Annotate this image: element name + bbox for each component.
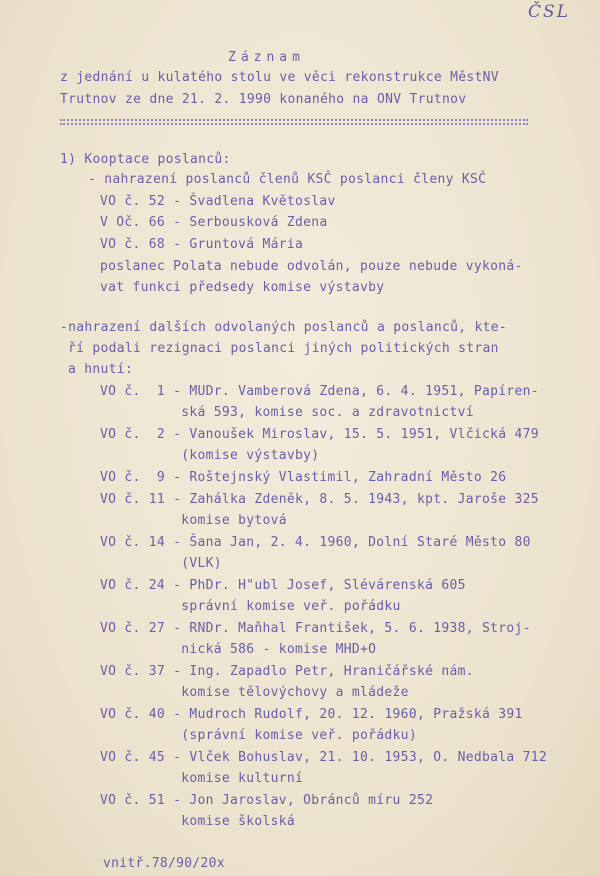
entry-line: (správní komise veř. pořádku): [100, 728, 417, 743]
entry-line: VO č. 37 - Ing. Zapadlo Petr, Hraničářské nám.: [100, 664, 474, 679]
handwritten-corner-note: ČSL: [528, 2, 570, 22]
entry-line: komise tělovýchovy a mládeže: [100, 685, 409, 700]
note-line: vat funkci předsedy komise výstavby: [100, 280, 385, 295]
entry-line: VO č. 2 - Vanoušek Miroslav, 15. 5. 1951, Vlčická 479: [100, 427, 539, 442]
entry-line: správní komise veř. pořádku: [100, 599, 401, 614]
subtitle-line-1: z jednání u kulatého stolu ve věci rekonstrukce MěstNV: [60, 70, 499, 85]
entry-line: komise kulturní: [100, 771, 304, 786]
divider-rule: [60, 119, 528, 121]
document-title: Záznam: [228, 50, 305, 65]
section-intro: - nahrazení poslanců členů KSČ poslanci členy KSČ: [88, 172, 487, 187]
entry-line: VO č. 9 - Roštejnský Vlastimil, Zahradní Město 26: [100, 470, 507, 485]
entry-line: nická 586 - komise MHD+O: [100, 642, 377, 657]
entry-line: VO č. 51 - Jon Jaroslav, Obránců míru 252: [100, 793, 434, 808]
entry-line: VO č. 14 - Šana Jan, 2. 4. 1960, Dolní Staré Město 80: [100, 535, 531, 550]
entry-line: VO č. 27 - RNDr. Maňhal František, 5. 6. 1938, Stroj-: [100, 621, 531, 636]
subtitle-line-2: Trutnov ze dne 21. 2. 1990 konaného na ONV Trutnov: [60, 92, 467, 107]
divider-rule: [60, 123, 528, 125]
section-intro: a hnutí:: [68, 362, 134, 377]
entry-line: VO č. 1 - MUDr. Vamberová Zdena, 6. 4. 1951, Papíren-: [100, 384, 539, 399]
entry-line: komise školská: [100, 814, 296, 829]
entry-line: VO č. 11 - Zahálka Zdeněk, 8. 5. 1943, kpt. Jaroše 325: [100, 492, 539, 507]
entry-line: (VLK): [100, 556, 222, 571]
entry-line: komise bytová: [100, 513, 287, 528]
list-item: VO č. 52 - Švadlena Květoslav: [100, 194, 336, 209]
entry-line: VO č. 40 - Mudroch Rudolf, 20. 12. 1960, Pražská 391: [100, 707, 523, 722]
section-heading: 1) Kooptace poslanců:: [60, 152, 231, 167]
section-intro: -nahrazení dalších odvolaných poslanců a poslanců, kte-: [60, 320, 507, 335]
section-intro: ří podali rezignaci poslanci jiných politických stran: [68, 341, 499, 356]
entry-line: VO č. 24 - PhDr. H"ubl Josef, Slévárenská 605: [100, 578, 466, 593]
list-item: VO č. 68 - Gruntová Mária: [100, 237, 304, 252]
reference-number: vnitř.78/90/20x: [103, 856, 225, 871]
list-item: V Oč. 66 - Serbousková Zdena: [100, 215, 328, 230]
entry-line: VO č. 45 - Vlček Bohuslav, 21. 10. 1953, O. Nedbala 712: [100, 750, 547, 765]
note-line: poslanec Polata nebude odvolán, pouze nebude vykoná-: [100, 259, 523, 274]
entry-line: ská 593, komise soc. a zdravotnictví: [100, 405, 474, 420]
entry-line: (komise výstavby): [100, 448, 320, 463]
